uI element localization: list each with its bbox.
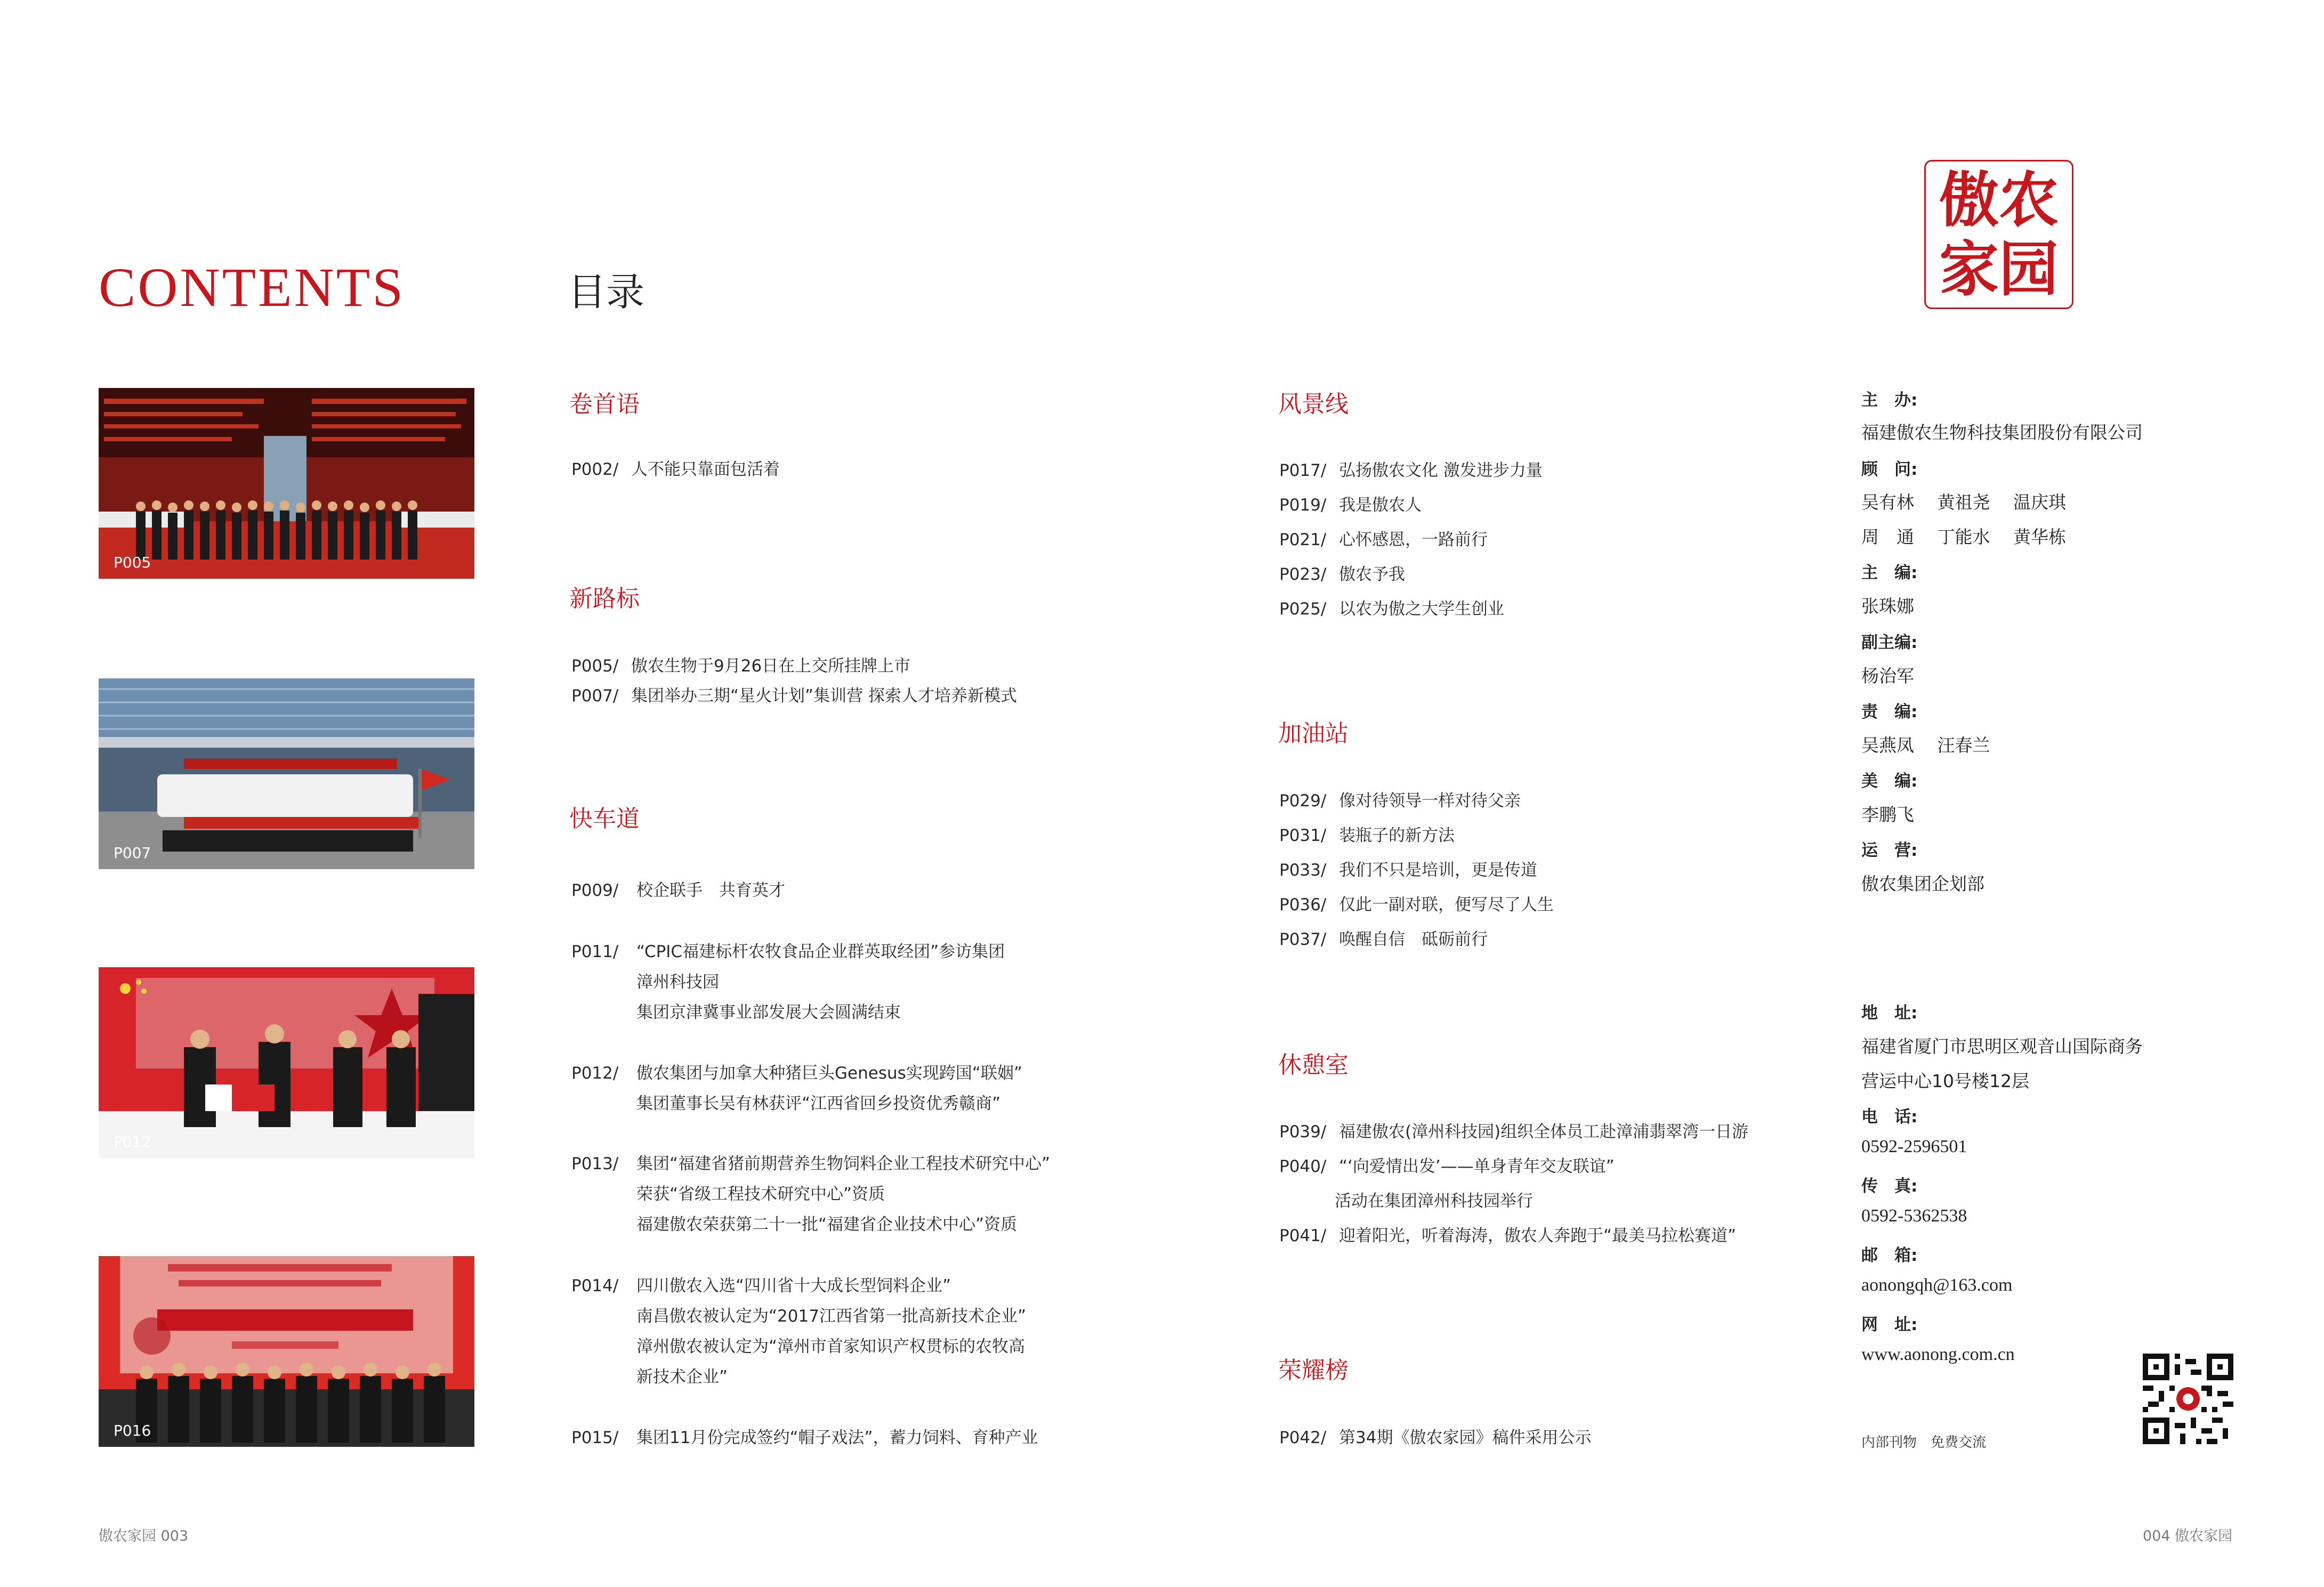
toc-page-number: P015/ bbox=[571, 1428, 619, 1447]
toc-entry[interactable] bbox=[1279, 787, 1521, 811]
toc-entry-title: 四川傲农入选“四川省十大成长型饲料企业” bbox=[636, 1276, 951, 1295]
toc-entry-continuation[interactable]: 集团京津冀事业部发展大会圆满结束 bbox=[636, 1003, 901, 1022]
toc-entry[interactable] bbox=[571, 652, 910, 676]
toc-entry-title: 仅此一副对联，便写尽了人生 bbox=[1339, 895, 1554, 914]
info-value-dizhi-1: 福建省厦门市思明区观音山国际商务 bbox=[1861, 1036, 2143, 1057]
info-value-zhubian: 张珠娜 bbox=[1861, 596, 1914, 617]
info-label-guwen: 顾 问: bbox=[1861, 460, 1918, 479]
toc-entry[interactable] bbox=[1279, 595, 1504, 619]
section-title-fengjingxian: 风景线 bbox=[1278, 391, 1349, 418]
toc-entry-continuation[interactable]: 福建傲农荣获第二十一批“福建省企业技术中心”资质 bbox=[636, 1215, 1018, 1234]
info-label-chuanzhen: 传 真: bbox=[1861, 1177, 1918, 1196]
info-value-guwen-2: 周 通 丁能水 黄华栋 bbox=[1861, 527, 2066, 547]
toc-entry[interactable] bbox=[571, 877, 785, 901]
info-value-fuzhubian: 杨治军 bbox=[1861, 666, 1914, 686]
info-value-chuanzhen: 0592-5362538 bbox=[1861, 1206, 1967, 1226]
info-label-wangzhi: 网 址: bbox=[1861, 1315, 1918, 1334]
info-label-fuzhubian: 副主编: bbox=[1861, 633, 1918, 652]
toc-page-number: P005/ bbox=[571, 657, 619, 676]
toc-entry[interactable] bbox=[1279, 1424, 1591, 1448]
info-label-zhuban: 主 办: bbox=[1861, 391, 1918, 410]
toc-entry[interactable] bbox=[571, 1150, 1050, 1174]
info-value-wangzhi[interactable]: www.aonong.com.cn bbox=[1861, 1345, 2015, 1364]
toc-entry[interactable] bbox=[1279, 1118, 1748, 1142]
toc-entry-title: 像对待领导一样对待父亲 bbox=[1339, 791, 1521, 811]
info-label-dianhua: 电 话: bbox=[1861, 1107, 1918, 1127]
toc-entry-title: 我们不只是培训，更是传道 bbox=[1339, 861, 1537, 880]
info-label-dizhi: 地 址: bbox=[1861, 1003, 1918, 1023]
toc-entry-title: 装瓶子的新方法 bbox=[1339, 826, 1455, 845]
toc-entry-title: 傲农集团与加拿大种猪巨头Genesus实现跨国“联姻” bbox=[636, 1064, 1022, 1083]
info-value-dianhua: 0592-2596501 bbox=[1861, 1137, 1967, 1156]
toc-entry-continuation[interactable]: 集团董事长吴有林获评“江西省回乡投资优秀赣商” bbox=[636, 1094, 1001, 1113]
photo-genesus-signing-image bbox=[99, 967, 474, 1158]
toc-entry-title: 我是傲农人 bbox=[1339, 496, 1422, 515]
toc-page-number: P011/ bbox=[571, 942, 619, 961]
toc-page-number: P031/ bbox=[1279, 826, 1327, 845]
toc-entry-continuation[interactable]: 荣获“省级工程技术研究中心”资质 bbox=[636, 1185, 885, 1204]
photo-listing-ceremony bbox=[99, 388, 474, 579]
toc-entry[interactable] bbox=[1279, 526, 1488, 550]
info-value-guwen-1: 吴有林 黄祖尧 温庆琪 bbox=[1861, 492, 2066, 513]
toc-page-number: P023/ bbox=[1279, 565, 1327, 584]
toc-page-number: P025/ bbox=[1279, 600, 1327, 619]
toc-page-number: P037/ bbox=[1279, 930, 1327, 949]
toc-entry[interactable] bbox=[1279, 822, 1455, 846]
toc-entry[interactable] bbox=[1279, 457, 1543, 481]
footer-left-page: 傲农家园 003 bbox=[99, 1528, 189, 1544]
info-label-zebian: 责 编: bbox=[1861, 702, 1918, 722]
toc-entry-title: “‘向爱情出发’——单身青年交友联谊” bbox=[1339, 1157, 1615, 1176]
internal-publication-note: 内部刊物 免费交流 bbox=[1861, 1435, 1987, 1451]
toc-page-number: P009/ bbox=[571, 881, 619, 900]
toc-entry-continuation[interactable]: 活动在集团漳州科技园举行 bbox=[1335, 1192, 1533, 1211]
toc-entry[interactable] bbox=[1279, 1153, 1615, 1177]
section-title-xiuxishi: 休憩室 bbox=[1278, 1051, 1349, 1079]
toc-entry-continuation[interactable]: 南昌傲农被认定为“2017江西省第一批高新技术企业” bbox=[636, 1307, 1027, 1326]
section-title-jiayouzhan: 加油站 bbox=[1278, 720, 1349, 747]
toc-page-number: P013/ bbox=[571, 1154, 619, 1173]
toc-entry-title: 心怀感恩，一路前行 bbox=[1339, 530, 1488, 549]
section-title-rongyaobang: 荣耀榜 bbox=[1278, 1357, 1349, 1384]
info-value-meibian: 李鹏飞 bbox=[1861, 804, 1914, 825]
photo-page-label: P012 bbox=[114, 1133, 151, 1151]
toc-entry-title: 弘扬傲农文化 激发进步力量 bbox=[1339, 461, 1543, 480]
toc-entry[interactable] bbox=[571, 1424, 1038, 1448]
toc-entry-title: 唤醒自信 砥砺前行 bbox=[1339, 930, 1488, 949]
info-value-zebian: 吴燕凤 汪春兰 bbox=[1861, 735, 1990, 756]
toc-page-number: P021/ bbox=[1279, 530, 1327, 549]
photo-biotech-project-signing bbox=[99, 1256, 474, 1447]
photo-xinghuo-training-image bbox=[99, 678, 474, 869]
toc-entry-continuation[interactable]: 漳州科技园 bbox=[636, 973, 719, 992]
toc-entry[interactable] bbox=[1279, 561, 1405, 585]
toc-page-number: P036/ bbox=[1279, 895, 1327, 914]
toc-page-number: P007/ bbox=[571, 686, 619, 706]
toc-entry-title: 集团“福建省猪前期营养生物饲料企业工程技术研究中心” bbox=[636, 1154, 1051, 1173]
toc-entry[interactable] bbox=[1279, 1222, 1736, 1246]
toc-entry-title: “CPIC福建标杆农牧食品企业群英取经团”参访集团 bbox=[636, 942, 1005, 961]
logo-line-2: 家园 bbox=[1939, 234, 2059, 304]
toc-page-number: P002/ bbox=[571, 460, 619, 479]
photo-listing-ceremony-image bbox=[99, 388, 474, 579]
toc-entry-title: 第34期《傲农家园》稿件采用公示 bbox=[1339, 1428, 1592, 1447]
section-title-kuaichedao: 快车道 bbox=[569, 805, 640, 832]
toc-entry-title: 集团举办三期“星火计划”集训营 探索人才培养新模式 bbox=[631, 686, 1017, 706]
toc-entry-title: 集团11月份完成签约“帽子戏法”，蓄力饲料、育种产业 bbox=[636, 1428, 1038, 1447]
section-title-juanshouyu: 卷首语 bbox=[569, 391, 640, 418]
footer-right-page: 004 傲农家园 bbox=[2143, 1528, 2233, 1544]
section-title-xinlubiao: 新路标 bbox=[569, 585, 640, 612]
logo-line-1: 傲农 bbox=[1939, 165, 2059, 235]
photo-page-label: P005 bbox=[114, 554, 151, 571]
toc-entry[interactable] bbox=[571, 1059, 1022, 1083]
info-value-yunying: 傲农集团企划部 bbox=[1861, 873, 1984, 894]
toc-page-number: P033/ bbox=[1279, 861, 1327, 880]
photo-biotech-project-signing-image bbox=[99, 1256, 474, 1447]
photo-page-label: P007 bbox=[114, 844, 151, 862]
info-label-zhubian: 主 编: bbox=[1861, 563, 1918, 582]
toc-page-number: P042/ bbox=[1279, 1428, 1327, 1447]
info-value-zhuban: 福建傲农生物科技集团股份有限公司 bbox=[1861, 422, 2143, 443]
toc-entry-title: 傲农予我 bbox=[1339, 565, 1405, 584]
photo-xinghuo-training bbox=[99, 678, 474, 869]
toc-page-number: P014/ bbox=[571, 1276, 619, 1295]
toc-entry[interactable] bbox=[571, 1272, 951, 1296]
toc-entry-continuation[interactable]: 漳州傲农被认定为“漳州市首家知识产权贯标的农牧高 bbox=[636, 1337, 1026, 1356]
toc-page-number: P029/ bbox=[1279, 791, 1327, 811]
photo-genesus-signing bbox=[99, 967, 474, 1158]
toc-page-number: P017/ bbox=[1279, 461, 1327, 480]
toc-entry[interactable] bbox=[1279, 491, 1422, 515]
toc-entry[interactable] bbox=[571, 456, 780, 480]
toc-page-number: P039/ bbox=[1279, 1122, 1327, 1141]
info-label-youxiang: 邮 箱: bbox=[1861, 1246, 1918, 1265]
aonong-jiayuan-logo bbox=[1924, 160, 2073, 309]
qr-code-icon[interactable] bbox=[2143, 1354, 2233, 1444]
toc-entry[interactable] bbox=[1279, 891, 1554, 915]
toc-entry-title: 迎着阳光，听着海涛，傲农人奔跑于“最美马拉松赛道” bbox=[1339, 1226, 1737, 1245]
contents-title: CONTENTS bbox=[99, 257, 406, 318]
toc-page-number: P040/ bbox=[1279, 1157, 1327, 1176]
toc-entry[interactable] bbox=[1279, 856, 1537, 880]
toc-entry-title: 傲农生物于9月26日在上交所挂牌上市 bbox=[631, 657, 911, 676]
toc-page-number: P019/ bbox=[1279, 496, 1327, 515]
info-label-meibian: 美 编: bbox=[1861, 772, 1918, 791]
mulu-title: 目录 bbox=[568, 270, 645, 314]
qr-code-image bbox=[2143, 1354, 2233, 1444]
toc-page-number: P012/ bbox=[571, 1064, 619, 1083]
info-label-yunying: 运 营: bbox=[1861, 841, 1918, 860]
toc-entry[interactable] bbox=[571, 938, 1005, 962]
toc-entry-title: 校企联手 共育英才 bbox=[636, 881, 785, 900]
info-value-dizhi-2: 营运中心10号楼12层 bbox=[1861, 1071, 2029, 1091]
toc-entry-continuation[interactable]: 新技术企业” bbox=[636, 1367, 728, 1387]
toc-entry-title: 福建傲农(漳州科技园)组织全体员工赴漳浦翡翠湾一日游 bbox=[1339, 1122, 1749, 1141]
info-value-youxiang[interactable]: aonongqh@163.com bbox=[1861, 1275, 2013, 1295]
toc-page-number: P041/ bbox=[1279, 1226, 1327, 1245]
photo-page-label: P016 bbox=[114, 1422, 151, 1439]
toc-entry-title: 以农为傲之大学生创业 bbox=[1339, 600, 1504, 619]
toc-entry-title: 人不能只靠面包活着 bbox=[631, 460, 780, 479]
toc-entry[interactable] bbox=[1279, 926, 1488, 950]
toc-entry[interactable] bbox=[571, 682, 1017, 706]
